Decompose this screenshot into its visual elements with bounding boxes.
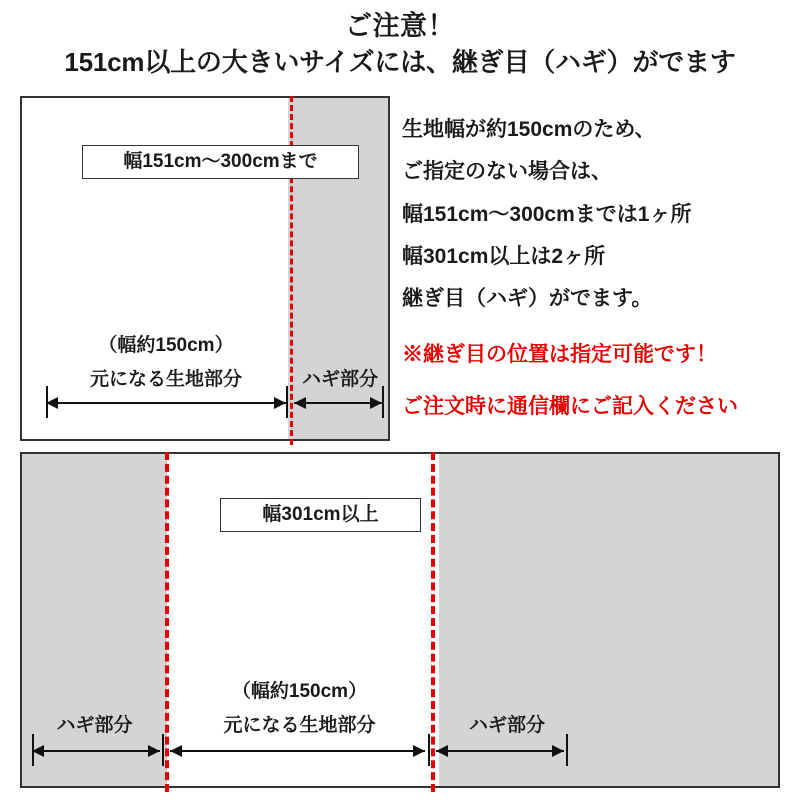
diagram2-base-arrow-head-right (413, 745, 425, 757)
diagram2-hagi-left-arrow-line (32, 750, 160, 752)
diagram2-hagi-left-arrow-head-right (148, 745, 160, 757)
diagram2-hagi-right-arrow-head-right (552, 745, 564, 757)
diagram2-hagi-right-arrow-head-left (436, 745, 448, 757)
diagram1-base-arrow-head-right (274, 397, 286, 409)
diagram2-base-fabric-label: 元になる生地部分 (223, 715, 376, 736)
diagram2-tick-3 (428, 734, 430, 766)
diagram2-size-label: 幅301cm以上 (220, 498, 421, 532)
diagram1-base-fabric-label: 元になる生地部分 (89, 369, 242, 390)
seam-line-dashed-left (165, 452, 169, 792)
diagram1-tick-mid (286, 386, 288, 418)
diagram2-hagi-label-right: ハギ部分 (468, 715, 545, 736)
diagram2-tick-2 (162, 734, 164, 766)
note-line-5: 継ぎ目（ハギ）がでます。 (402, 287, 653, 310)
diagram1-hagi-arrow-line (294, 402, 382, 404)
diagram2-tick-4 (566, 734, 568, 766)
diagram1-tick-right (382, 386, 384, 418)
note-red-1: ※継ぎ目の位置は指定可能です！ (402, 343, 717, 366)
diagram2-base-width-label: （幅約150cm） (231, 681, 368, 702)
diagram2-base-arrow-head-left (170, 745, 182, 757)
diagram2-hagi-right-arrow-line (436, 750, 564, 752)
diagram2-base-arrow-line (170, 750, 425, 752)
note-line-1: 生地幅が約150cmのため、 (402, 118, 656, 141)
diagram1-tick-left (46, 386, 48, 418)
diagram1-size-label: 幅151cm〜300cmまで (82, 145, 359, 179)
note-line-2: ご指定のない場合は、 (402, 160, 612, 183)
diagram1-hagi-arrow-head-right (370, 397, 382, 409)
diagram-width-151-300 (20, 96, 390, 441)
diagram1-base-width-label: （幅約150cm） (98, 335, 234, 356)
note-line-4: 幅301cm以上は2ヶ所 (402, 245, 606, 268)
diagram1-base-arrow-line (46, 402, 286, 404)
seam-line-dashed-right (431, 452, 435, 792)
diagram-width-over-301 (20, 452, 780, 788)
page-subtitle: 151cm以上の大きいサイズには、継ぎ目（ハギ）がでます (64, 47, 736, 77)
note-line-3: 幅151cm〜300cmまでは1ヶ所 (402, 203, 692, 226)
diagram1-hagi-label: ハギ部分 (301, 369, 378, 390)
diagram2-tick-1 (32, 734, 34, 766)
page-title: ご注意！ (345, 11, 455, 41)
diagram2-hagi-label-left: ハギ部分 (56, 715, 133, 736)
note-red-2: ご注文時に通信欄にご記入ください (402, 395, 738, 418)
diagram1-hagi-arrow-head-left (294, 397, 306, 409)
